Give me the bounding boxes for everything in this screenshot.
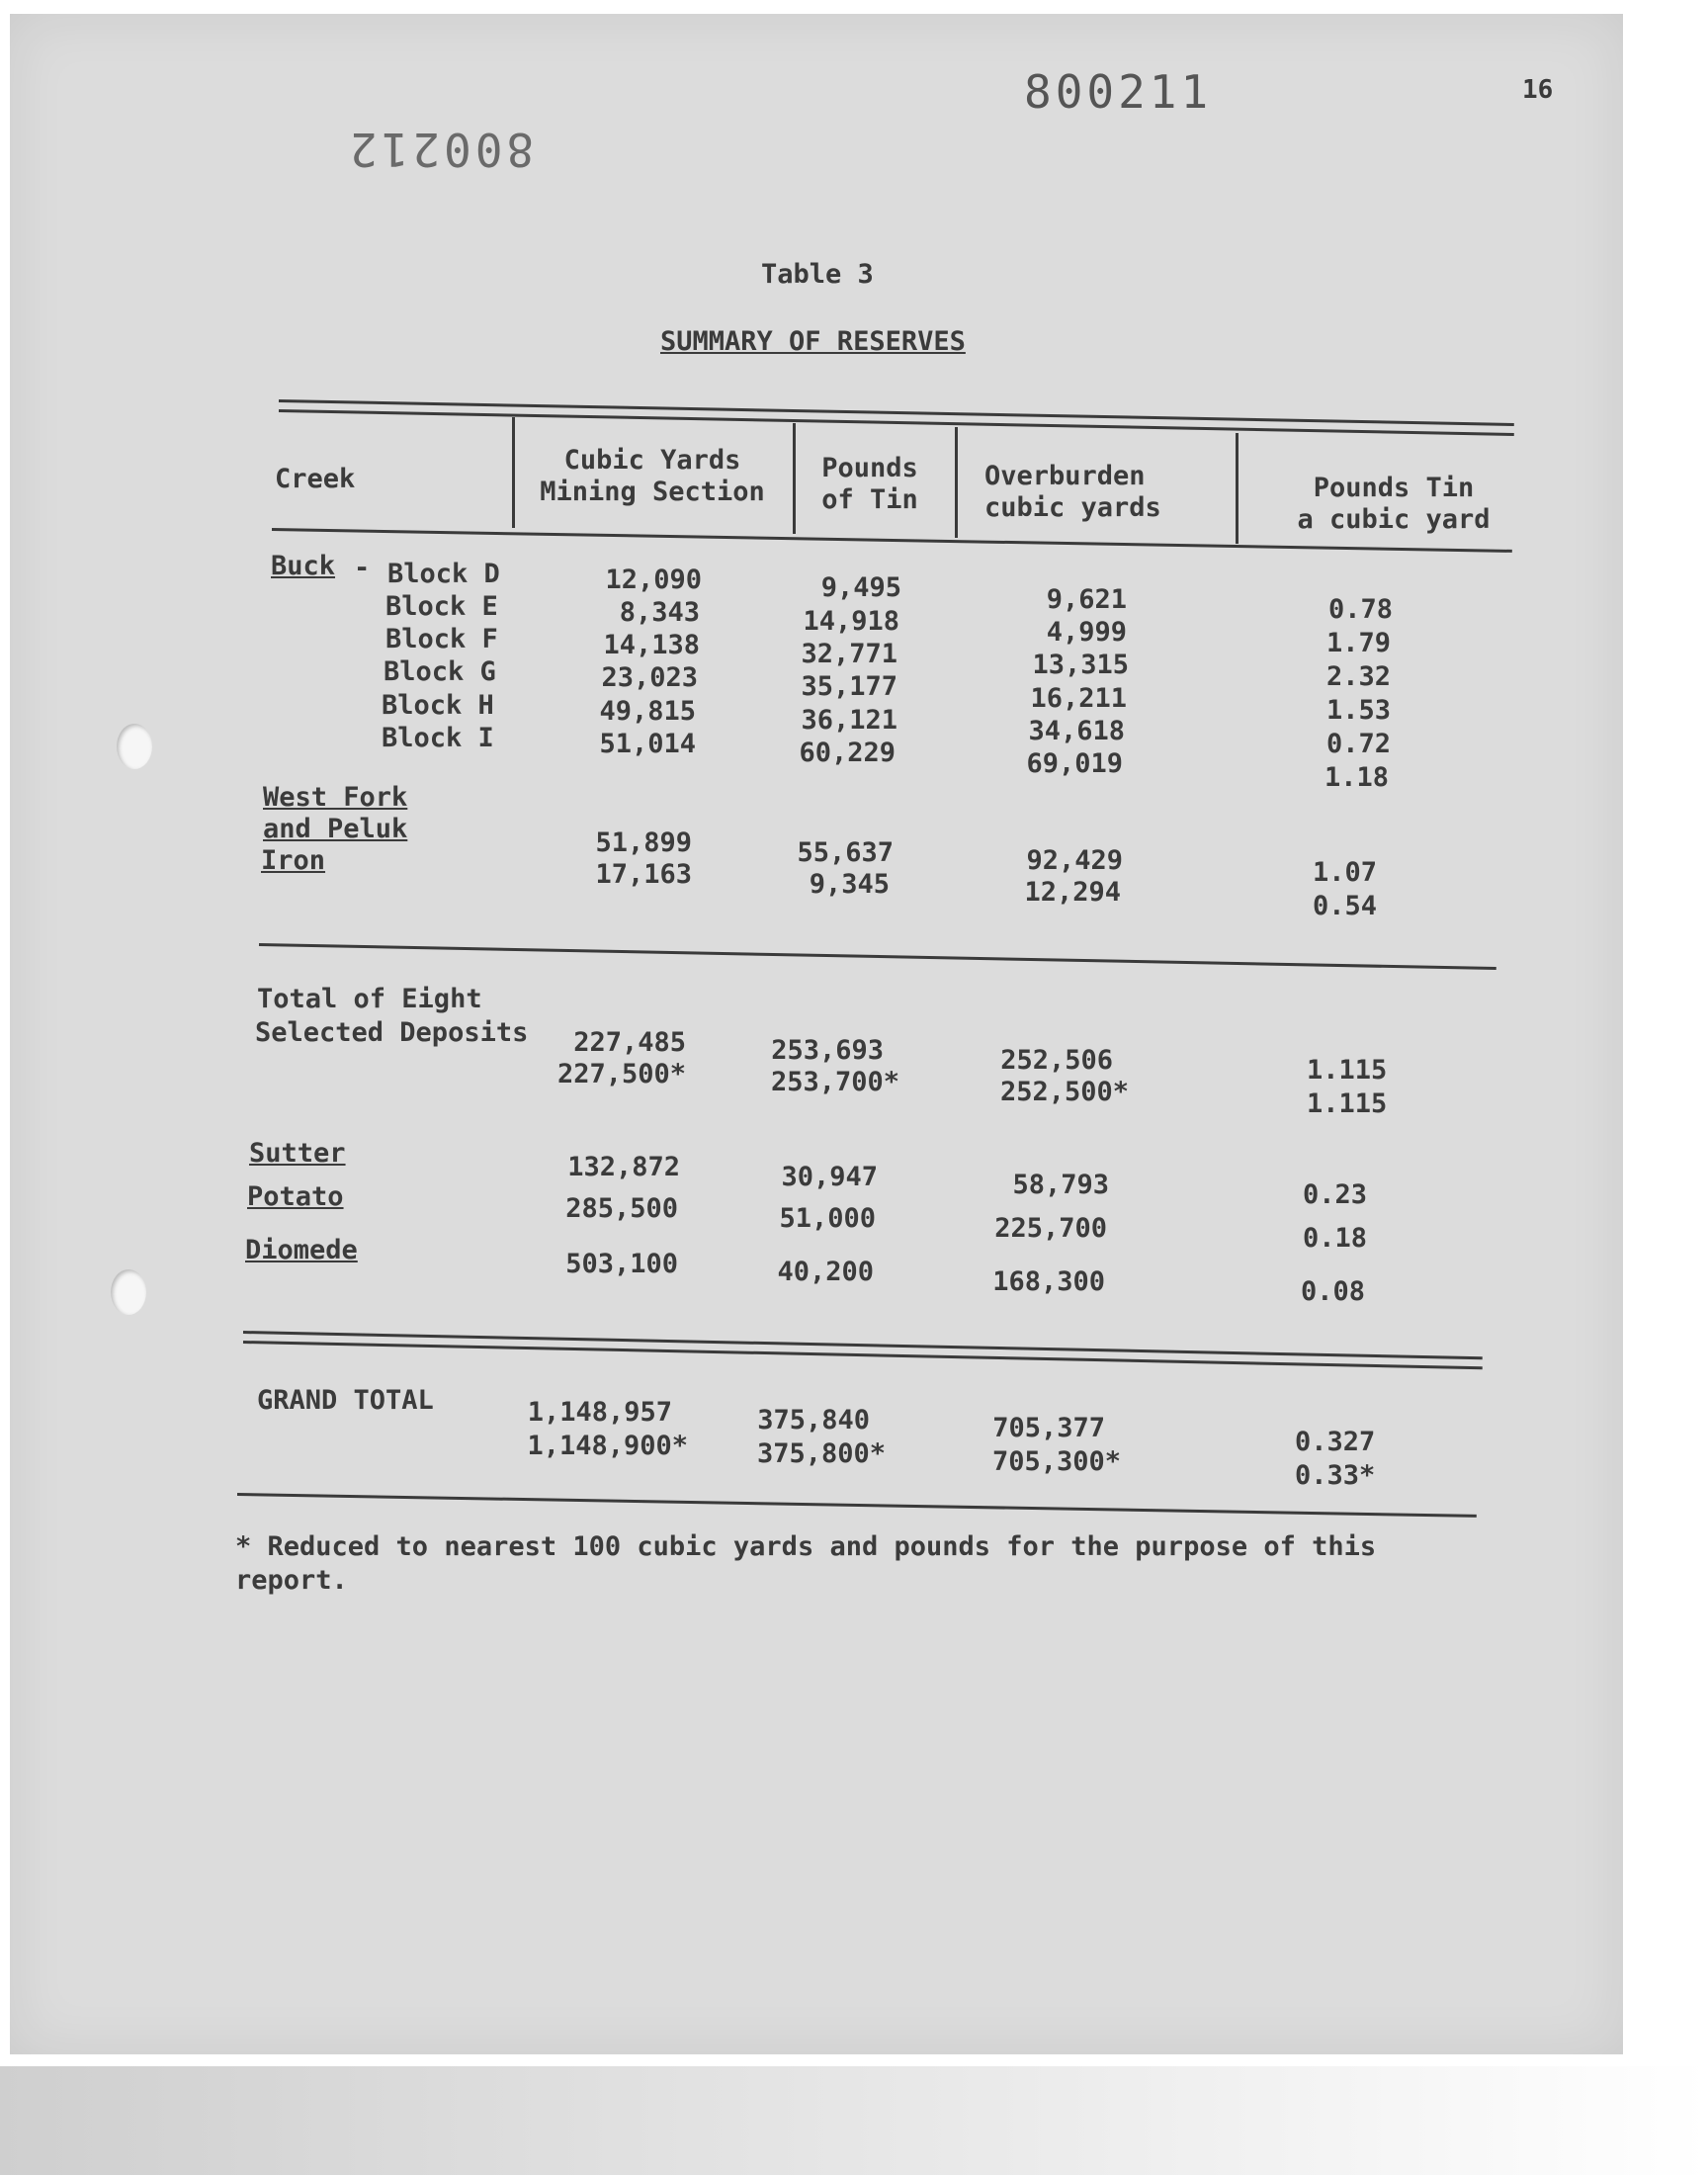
tin-per-yard-value: 2.32 — [1326, 661, 1392, 692]
pounds-tin-value: 35,177 — [801, 671, 897, 702]
block-name: Block G — [384, 656, 496, 687]
pounds-tin-value: 14,918 — [803, 606, 899, 637]
column-divider — [512, 417, 515, 528]
overburden-value: 92,429 — [1026, 845, 1123, 876]
table-title: SUMMARY OF RESERVES — [660, 326, 966, 357]
cubic-yards-value: 51,014 — [599, 729, 696, 759]
header-cubic-yards-line2: Mining Section — [540, 477, 765, 507]
block-name: Block E — [385, 591, 498, 622]
header-pounds-line1: Pounds — [821, 453, 918, 483]
pounds-tin-value: 55,637 — [797, 837, 894, 868]
creek-buck: Buck — [271, 551, 336, 581]
tin-per-yard-value: 0.78 — [1328, 594, 1394, 625]
document-stamp: 800211 — [1024, 65, 1213, 119]
header-overburden — [984, 461, 1161, 524]
header-tin-line2: a cubic yard — [1297, 504, 1491, 535]
tin-per-yard-value: 0.72 — [1326, 729, 1392, 759]
header-overburden-line2: cubic yards — [984, 492, 1161, 523]
mirrored-stamp: 800212 — [346, 123, 535, 176]
block-name: Block F — [385, 624, 498, 654]
cubic-yards-value: 285,500 — [565, 1193, 678, 1224]
block-name: Block I — [382, 723, 494, 753]
buck-dash: - — [354, 553, 371, 583]
creek-sutter: Sutter — [249, 1138, 346, 1169]
block-name: Block H — [382, 690, 494, 721]
scanner-strip — [0, 2066, 1708, 2175]
grand-total-label: GRAND TOTAL — [257, 1385, 434, 1416]
creek-iron: Iron — [261, 845, 326, 876]
cubic-yards-value: 49,815 — [599, 696, 696, 727]
cubic-yards-value: 14,138 — [603, 630, 700, 660]
cubic-yards-value: 51,899 — [595, 827, 692, 858]
grand-cubic-yards: 1,148,957 — [527, 1397, 672, 1428]
grand-pounds-tin: 375,840 — [757, 1405, 870, 1436]
tin-per-yard-value: 0.18 — [1303, 1223, 1368, 1254]
tin-per-yard-value: 1.18 — [1324, 762, 1390, 793]
column-divider — [1236, 433, 1238, 544]
overburden-value: 9,621 — [1046, 584, 1127, 615]
block-name: Block D — [387, 559, 500, 589]
total-eight-label: Total of Eight — [257, 984, 482, 1014]
header-cubic-yards-line1: Cubic Yards — [563, 445, 741, 476]
column-divider — [793, 423, 796, 534]
pounds-tin-value: 30,947 — [781, 1162, 878, 1192]
creek-west-fork: West Fork — [263, 782, 408, 813]
total-eight-label: Selected Deposits — [255, 1017, 529, 1048]
cubic-yards-value: 8,343 — [619, 597, 700, 628]
pounds-tin-value: 60,229 — [799, 738, 896, 768]
grand-overburden-rounded: 705,300* — [991, 1446, 1121, 1477]
overburden-value: 252,506 — [1000, 1045, 1113, 1076]
tin-per-yard-value: 1.115 — [1307, 1055, 1388, 1086]
pounds-tin-value: 51,000 — [779, 1203, 876, 1234]
overburden-value: 69,019 — [1026, 748, 1123, 779]
header-pounds-line2: of Tin — [821, 484, 918, 515]
cubic-yards-value: 132,872 — [567, 1152, 680, 1182]
pounds-tin-value: 40,200 — [777, 1257, 874, 1287]
header-overburden-line1: Overburden — [984, 461, 1146, 491]
cubic-yards-value: 23,023 — [601, 662, 698, 693]
grand-tin-per-yard: 0.327 — [1295, 1427, 1376, 1457]
tin-per-yard-value: 1.53 — [1326, 695, 1392, 726]
punch-hole — [117, 724, 152, 769]
pounds-tin-value: 9,345 — [809, 869, 890, 900]
table-label: Table 3 — [761, 259, 874, 290]
creek-diomede: Diomede — [245, 1235, 358, 1265]
header-tin-per-yard — [1275, 473, 1512, 536]
page-number: 16 — [1522, 75, 1554, 105]
overburden-rounded: 252,500* — [999, 1077, 1129, 1107]
cubic-yards-rounded: 227,500* — [556, 1059, 686, 1089]
pounds-tin-value: 253,693 — [771, 1035, 884, 1066]
overburden-value: 225,700 — [994, 1213, 1107, 1244]
column-divider — [955, 427, 958, 538]
pounds-tin-value: 36,121 — [801, 705, 897, 736]
pounds-tin-value: 32,771 — [801, 639, 897, 669]
overburden-value: 58,793 — [1012, 1170, 1109, 1200]
header-cubic-yards — [526, 445, 779, 508]
creek-peluk: and Peluk — [263, 814, 408, 844]
pounds-tin-rounded: 253,700* — [770, 1067, 899, 1097]
pounds-tin-value: 9,495 — [820, 572, 901, 603]
cubic-yards-value: 17,163 — [595, 859, 692, 890]
cubic-yards-value: 12,090 — [605, 565, 702, 595]
grand-cubic-yards-rounded: 1,148,900* — [527, 1431, 688, 1461]
footnote: * Reduced to nearest 100 cubic yards and pounds for the purpose of this report. — [235, 1531, 1377, 1596]
overburden-value: 4,999 — [1046, 617, 1127, 648]
overburden-value: 34,618 — [1028, 716, 1125, 746]
grand-pounds-tin-rounded: 375,800* — [756, 1438, 886, 1469]
overburden-value: 13,315 — [1032, 650, 1129, 680]
tin-per-yard-value: 1.79 — [1326, 628, 1392, 658]
overburden-value: 12,294 — [1024, 877, 1121, 908]
tin-per-yard-value: 1.07 — [1313, 857, 1378, 888]
grand-overburden: 705,377 — [992, 1413, 1105, 1443]
header-creek: Creek — [275, 464, 356, 494]
overburden-value: 168,300 — [992, 1266, 1105, 1297]
header-tin-line1: Pounds Tin — [1313, 473, 1475, 503]
overburden-value: 16,211 — [1030, 683, 1127, 714]
tin-per-yard-value: 0.08 — [1301, 1276, 1366, 1307]
grand-tin-per-yard-rounded: 0.33* — [1295, 1460, 1376, 1491]
punch-hole — [111, 1269, 146, 1315]
creek-potato: Potato — [247, 1181, 344, 1212]
header-pounds-tin — [801, 453, 939, 516]
tin-per-yard-value: 0.23 — [1303, 1179, 1368, 1210]
tin-per-yard-value: 0.54 — [1313, 891, 1378, 921]
cubic-yards-value: 503,100 — [565, 1249, 678, 1279]
tin-per-yard-rounded: 1.115 — [1307, 1088, 1388, 1119]
cubic-yards-value: 227,485 — [573, 1027, 686, 1058]
